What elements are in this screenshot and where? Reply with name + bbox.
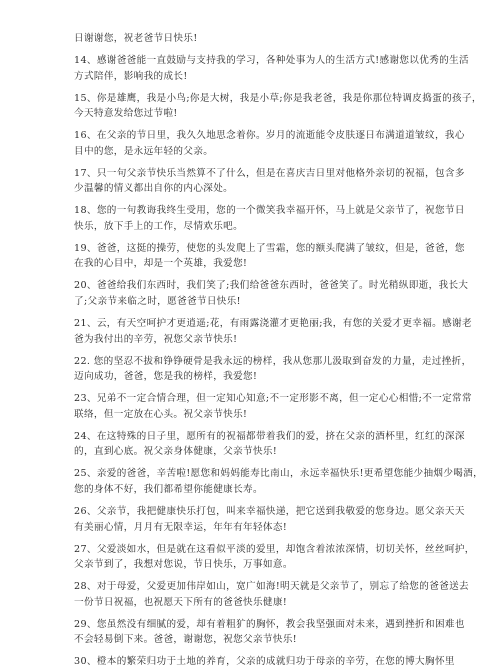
text-line: 今天特意发给您过节啦!	[74, 108, 178, 120]
text-line: 少温馨的情义都出自你的内心深处。	[74, 183, 234, 195]
text-line: 20、爸爸给我们东西时，我们笑了;我们给爸爸东西时，爸爸笑了。时光稍纵即逝，我长大	[74, 280, 469, 292]
text-line: 方式陪伴，影响我的成长!	[74, 70, 188, 82]
text-line: 21、云，有天空呵护才更逍遥;花，有雨露浇灌才更艳丽;我，有您的关爱才更幸福。感谢老	[74, 318, 472, 330]
text-line: 26、父亲节，我把健康快乐打包，叫来幸福快递，把它送到我敬爱的您身边。愿父亲天天	[74, 505, 465, 517]
text-line: 18、您的一句教诲我终生受用，您的一个微笑我幸福开怀，马上就是父亲节了，祝您节日	[74, 205, 465, 217]
text-line: 了;父亲节来临之时，愿爸爸节日快乐!	[74, 296, 241, 308]
text-line: 29、您虽然没有细腻的爱，却有着粗犷的胸怀，教会我坚强面对未来，遇到挫折和困难也	[74, 618, 465, 630]
text-line: 快乐，放下手上的工作，尽情欢乐吧。	[74, 220, 244, 232]
text-line: 目中的您，是永远年轻的父亲。	[74, 145, 214, 157]
text-line: 爸为我付出的辛劳，祝您父亲节快乐!	[74, 333, 238, 345]
text-line: 25、亲爱的爸爸，辛苦啦!愿您和妈妈能寿比南山，永远幸福快乐!更希望您能少抽烟少喝酒，	[74, 468, 484, 480]
text-line: 15、你是雄鹰，我是小鸟;你是大树，我是小草;你是我老爸，我是你那位特调皮捣蛋的孩子，	[74, 92, 482, 104]
text-line: 父亲节到了，我想对您说，节日快乐，万事如意。	[74, 559, 293, 571]
text-line: 一份节日祝福，也祝愿天下所有的爸爸快乐健康!	[74, 596, 288, 608]
text-line: 迈向成功，爸爸，您是我的榜样，我爱您!	[74, 371, 258, 383]
text-line: 24、在这特殊的日子里，愿所有的祝福都带着我们的爱，挤在父亲的酒杯里，红红的深深	[74, 430, 465, 442]
text-line: 16、在父亲的节日里，我久久地思念着你。岁月的流逝能令皮肤逐日布满道道皱纹，我心	[74, 130, 465, 142]
text-line: 联络，但一定放在心头。祝父亲节快乐!	[74, 408, 248, 420]
text-line: 17、只一句父亲节快乐当然算不了什么，但是在喜庆吉日里对他格外亲切的祝福，包含多	[74, 167, 465, 179]
text-line: 的，直到心底。祝父亲身体健康，父亲节快乐!	[74, 446, 278, 458]
text-line: 30、橙本的繁荣归功于土地的养育，父亲的成就归功于母亲的辛劳，在您的博大胸怀里	[74, 656, 455, 668]
text-line: 19、爸爸，这挺的操劳，使您的头发爬上了雪霜，您的额头爬满了皱纹，但是，爸爸，您	[74, 242, 465, 254]
text-line: 14、感谢爸爸能一直鼓励与支持我的学习，各种处事为人的生活方式!感谢您以优秀的生活	[74, 54, 469, 66]
text-line: 在我的心目中，却是一个英雄，我爱您!	[74, 258, 248, 270]
text-line: 您的身体不好，我们都希望你能健康长寿。	[74, 483, 263, 495]
text-line: 22. 您的坚忍不拔和铮铮硬骨是我永远的榜样，我从您那儿汲取到奋发的力量，走过挫折，	[74, 355, 472, 367]
text-line: 27、父爱淡如水，但是就在这看似平淡的爱里，却饱含着浓浓深情，切切关怀，丝丝呵护，	[74, 543, 475, 555]
text-line: 不会轻易倒下来。爸爸，谢谢您，祝您父亲节快乐!	[74, 634, 297, 646]
text-line: 23、兄弟不一定合情合理，但一定知心知意;不一定形影不离，但一定心心相惜;不一定常常	[74, 393, 472, 405]
text-line: 日谢谢您，祝老爸节日快乐!	[74, 33, 198, 44]
text-line: 有美丽心情，月月有无限幸运，年年有年轻体态!	[74, 521, 288, 533]
text-line: 28、对于母爱，父爱更加伟岸如山，宽广如海!明天就是父亲节了，别忘了给您的爸爸送去	[74, 581, 469, 593]
document-body	[74, 31, 484, 670]
